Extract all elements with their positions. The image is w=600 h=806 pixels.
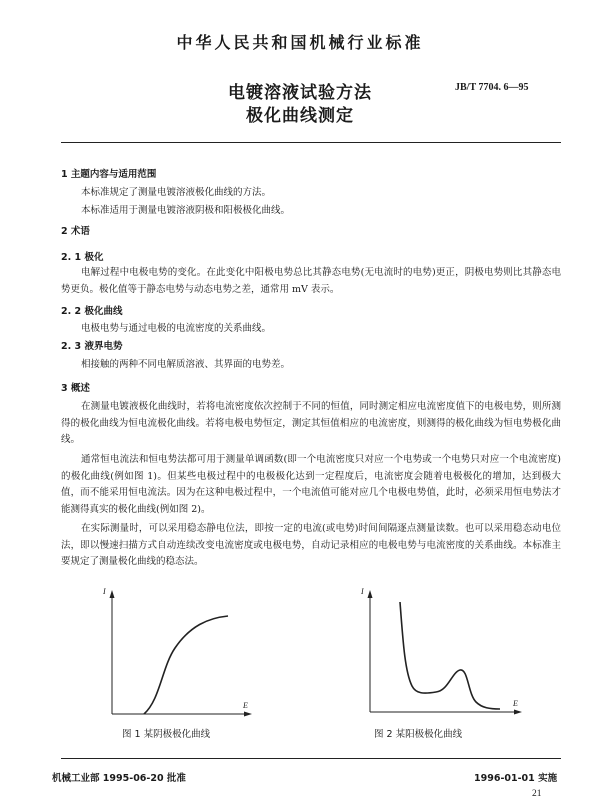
effective-date: 1996-01-01 实施 <box>474 773 558 784</box>
section-3-heading: 3 概述 <box>61 383 90 394</box>
section-2-2-text: 电极电势与通过电极的电流密度的关系曲线。 <box>81 323 272 334</box>
section-2-1-text: 电解过程中电极电势的变化。在此变化中阳极电势总比其静态电势(无电流时的电势)更正，阴极电势则比其静态电势更负。极化值等于静态电势与动态电势之差，通常用 mV 表示。 <box>61 267 561 295</box>
fig1-polarization-curve <box>144 616 228 714</box>
section-3-paragraph-3: 在实际测量时，可以采用稳态静电位法，即按一定的电流(或电势)时间间隔逐点测量读数。也可以采用稳态动电位法，即以慢速扫描方式自动连续改变电流密度或电极电势，自动记录相应的电极电势与电流密度的关系曲线。本标准主要规定了测量极化曲线的稳态法。 <box>61 523 561 567</box>
section-3-paragraph-2: 通常恒电流法和恒电势法都可用于测量单调函数(即一个电流密度只对应一个电势或一个电势只对应一个电流密度)的极化曲线(例如图 1)。但某些电极过程中的电极极化达到一定程度后，电流密度会随着电极极化的增加，达到极大值，而不能采用恒电流法。因为在这种电极过程中，一个电流值可能对应几个电极电势值，此时，必须采用恒电势法才能测得真实的极化曲线(例如图 2)。 <box>61 454 561 515</box>
document-title-line1: 电镀溶液试验方法 <box>228 83 372 103</box>
section-2-2-heading: 2. 2 极化曲线 <box>61 306 123 317</box>
section-2-3-heading: 2. 3 液界电势 <box>61 341 123 352</box>
fig1-y-arrow <box>110 590 115 598</box>
fig1-x-label: E <box>243 701 248 710</box>
header-divider <box>61 142 561 143</box>
section-1-line1: 本标准规定了测量电镀溶液极化曲线的方法。 <box>81 187 272 198</box>
fig2-y-label: I <box>361 587 364 596</box>
figure-2-caption: 图 2 某阳极极化曲线 <box>374 729 463 740</box>
figure-1-cathodic-curve <box>100 582 260 722</box>
figure-1-caption: 图 1 某阴极极化曲线 <box>122 729 211 740</box>
page-number: 21 <box>532 789 542 799</box>
section-1-line2: 本标准适用于测量电镀溶液阴极和阳极极化曲线。 <box>81 205 291 216</box>
issuing-organization: 中华人民共和国机械行业标准 <box>176 33 424 52</box>
section-2-1-heading: 2. 1 极化 <box>61 252 104 263</box>
figure-2-anodic-curve <box>360 582 530 722</box>
fig1-x-arrow <box>244 712 252 717</box>
fig1-y-label: I <box>103 587 106 596</box>
fig2-x-arrow <box>514 710 522 715</box>
section-2-3-text: 相接触的两种不同电解质溶液、其界面的电势差。 <box>81 359 291 370</box>
document-title-line2: 极化曲线测定 <box>246 106 354 126</box>
approval-date: 机械工业部 1995-06-20 批准 <box>52 773 186 784</box>
section-1-heading: 1 主题内容与适用范围 <box>61 169 157 180</box>
footer-divider <box>61 758 561 759</box>
section-2-heading: 2 术语 <box>61 226 90 237</box>
fig2-x-label: E <box>513 699 518 708</box>
fig2-y-arrow <box>368 590 373 598</box>
section-3-paragraph-1: 在测量电镀液极化曲线时，若将电流密度依次控制于不同的恒值，同时测定相应电流密度值下的电极电势，则所测得的极化曲线为恒电流极化曲线。若将电极电势恒定，测定其恒值相应的电流密度，则测得的极化曲线为恒电势极化曲线。 <box>61 401 561 445</box>
standard-number: JB/T 7704. 6—95 <box>455 82 529 93</box>
fig2-polarization-curve <box>400 602 500 709</box>
